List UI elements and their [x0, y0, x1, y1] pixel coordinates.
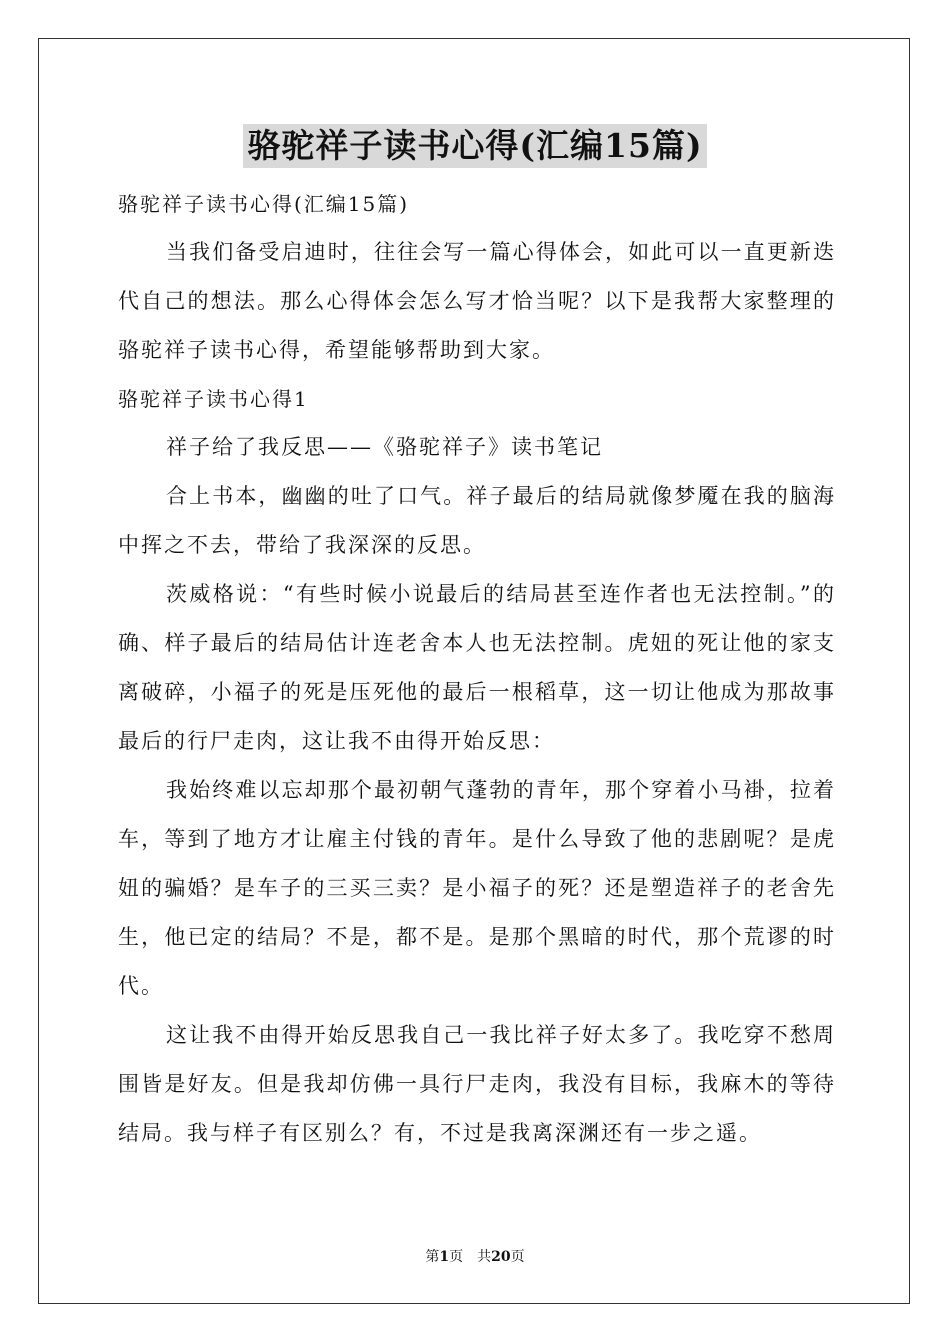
paragraph: 我始终难以忘却那个最初朝气蓬勃的青年，那个穿着小马褂，拉着车，等到了地方才让雇主付钱的青年。是什么导致了他的悲剧呢？是虎妞的骗婚？是车子的三买三卖？是小福子的死？还是塑造祥子的老舍先生，他已定的结局？不是，都不是。是那个黑暗的时代，那个荒谬的时代。	[118, 778, 836, 998]
current-page-number: 1	[439, 1249, 450, 1265]
page-label-prefix: 第	[425, 1249, 440, 1265]
intro-paragraph: 当我们备受启迪时，往往会写一篇心得体会，如此可以一直更新迭代自己的想法。那么心得体会怎么写才恰当呢？以下是我帮大家整理的骆驼祥子读书心得，希望能够帮助到大家。	[118, 240, 836, 362]
title-container	[0, 124, 950, 168]
total-pages-number: 20	[491, 1249, 511, 1265]
document-body	[118, 180, 836, 1158]
paragraph: 合上书本，幽幽的吐了口气。祥子最后的结局就像梦魇在我的脑海中挥之不去，带给了我深深的反思。	[118, 484, 836, 557]
paragraph: 祥子给了我反思——《骆驼祥子》读书笔记	[166, 435, 603, 459]
document-subtitle: 骆驼祥子读书心得(汇编15篇)	[118, 192, 410, 216]
paragraph: 茨威格说：“有些时候小说最后的结局甚至连作者也无法控制。”的确、样子最后的结局估计连老舍本人也无法控制。虎妞的死让他的家支离破碎，小福子的死是压死他的最后一根稻草，这一切让他成为那故事最后的行尸走肉，这让我不由得开始反思：	[118, 582, 836, 753]
page-footer	[0, 1246, 950, 1266]
section-heading: 骆驼祥子读书心得1	[118, 387, 309, 411]
page-label-mid: 页 共	[449, 1249, 492, 1265]
page-label-suffix: 页	[510, 1249, 525, 1265]
paragraph: 这让我不由得开始反思我自己一我比祥子好太多了。我吃穿不愁周围皆是好友。但是我却仿佛一具行尸走肉，我没有目标，我麻木的等待结局。我与样子有区别么？有，不过是我离深渊还有一步之遥。	[118, 1023, 836, 1145]
document-title: 骆驼祥子读书心得(汇编15篇)	[243, 124, 706, 168]
